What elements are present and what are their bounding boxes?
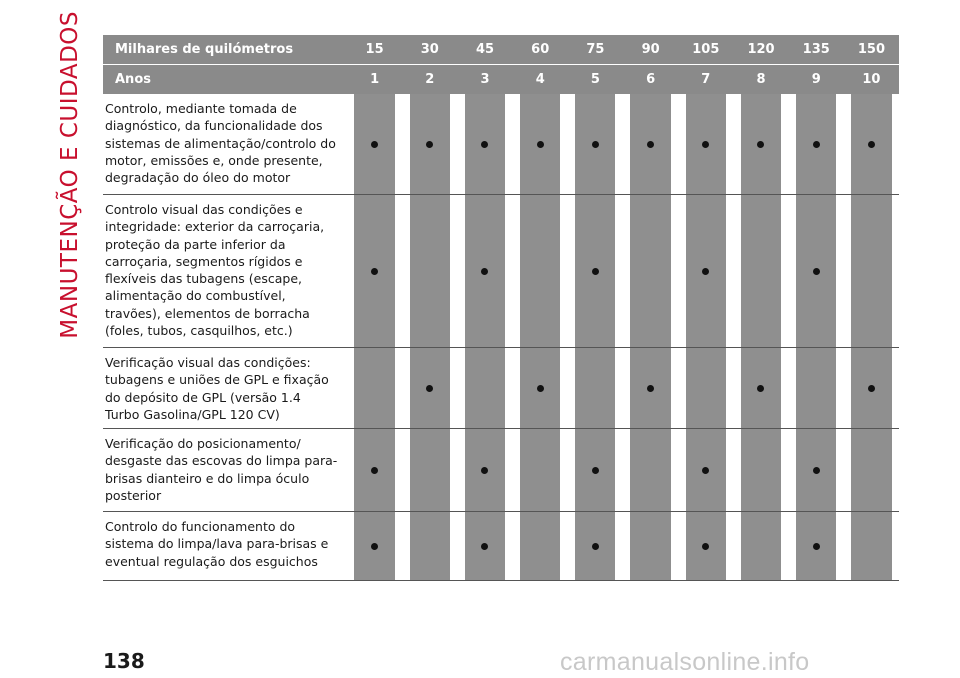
interval-cell bbox=[347, 195, 402, 347]
interval-cell bbox=[733, 512, 788, 580]
interval-cell bbox=[844, 94, 899, 194]
interval-cell bbox=[347, 429, 402, 511]
scheduled-dot-icon bbox=[426, 385, 433, 392]
scheduled-dot-icon bbox=[702, 543, 709, 550]
header-cell: 4 bbox=[535, 72, 545, 87]
interval-cell bbox=[623, 512, 678, 580]
interval-cell bbox=[844, 429, 899, 511]
header-cell: 45 bbox=[475, 42, 495, 57]
interval-cell bbox=[347, 512, 402, 580]
interval-cell bbox=[568, 429, 623, 511]
scheduled-dot-icon bbox=[647, 141, 654, 148]
header-cell: 120 bbox=[747, 42, 775, 57]
scheduled-dot-icon bbox=[702, 141, 709, 148]
interval-cell bbox=[623, 348, 678, 428]
interval-cell bbox=[457, 348, 512, 428]
interval-cell bbox=[678, 195, 733, 347]
scheduled-dot-icon bbox=[813, 543, 820, 550]
header-row-kilometers bbox=[103, 35, 899, 64]
interval-cell bbox=[568, 348, 623, 428]
interval-cell bbox=[789, 348, 844, 428]
section-title bbox=[53, 11, 87, 339]
interval-cell bbox=[402, 512, 457, 580]
header-cell: 9 bbox=[811, 72, 821, 87]
interval-cell bbox=[457, 94, 512, 194]
scheduled-dot-icon bbox=[592, 467, 599, 474]
header-cell: 60 bbox=[531, 42, 550, 57]
interval-cell bbox=[733, 94, 788, 194]
scheduled-dot-icon bbox=[371, 543, 378, 550]
header-cell: 1 bbox=[370, 72, 380, 87]
scheduled-dot-icon bbox=[868, 141, 875, 148]
interval-cell bbox=[513, 94, 568, 194]
header-cell: 30 bbox=[420, 42, 439, 57]
header-cell: 105 bbox=[692, 42, 720, 57]
scheduled-dot-icon bbox=[757, 385, 764, 392]
interval-cell bbox=[733, 195, 788, 347]
interval-cell bbox=[789, 512, 844, 580]
scheduled-dot-icon bbox=[702, 467, 709, 474]
scheduled-dot-icon bbox=[481, 268, 488, 275]
interval-cell bbox=[457, 195, 512, 347]
section-title-text: MANUTENÇÃO E CUIDADOS bbox=[57, 11, 83, 339]
interval-cell bbox=[789, 429, 844, 511]
header-cell: 135 bbox=[802, 42, 830, 57]
interval-cell bbox=[733, 348, 788, 428]
interval-cell bbox=[457, 512, 512, 580]
interval-cell bbox=[402, 195, 457, 347]
interval-cell bbox=[568, 94, 623, 194]
scheduled-dot-icon bbox=[592, 141, 599, 148]
header-cell: 6 bbox=[646, 72, 656, 87]
interval-cell bbox=[623, 195, 678, 347]
scheduled-dot-icon bbox=[371, 141, 378, 148]
scheduled-dot-icon bbox=[592, 543, 599, 550]
interval-cell bbox=[844, 512, 899, 580]
scheduled-dot-icon bbox=[371, 467, 378, 474]
table-row bbox=[103, 195, 899, 348]
interval-cell bbox=[457, 429, 512, 511]
interval-cell bbox=[513, 512, 568, 580]
interval-cell bbox=[733, 429, 788, 511]
operation-description: Controlo, mediante tomada de diagnóstico, da funcionalidade dos sistemas de alimentação/controlo do motor, emissões e, onde presente, degradação do óleo do motor bbox=[105, 101, 336, 186]
interval-cell bbox=[402, 429, 457, 511]
interval-cell bbox=[568, 195, 623, 347]
table-row bbox=[103, 348, 899, 429]
header-cell: 2 bbox=[425, 72, 435, 87]
interval-cell bbox=[347, 348, 402, 428]
scheduled-dot-icon bbox=[426, 141, 433, 148]
scheduled-dot-icon bbox=[537, 385, 544, 392]
scheduled-dot-icon bbox=[813, 141, 820, 148]
interval-cell bbox=[347, 94, 402, 194]
scheduled-dot-icon bbox=[371, 268, 378, 275]
interval-cell bbox=[513, 429, 568, 511]
interval-cell bbox=[678, 429, 733, 511]
scheduled-dot-icon bbox=[592, 268, 599, 275]
interval-cell bbox=[678, 512, 733, 580]
header-cell: 15 bbox=[365, 42, 384, 57]
interval-cell bbox=[568, 512, 623, 580]
watermark: carmanualsonline.info bbox=[560, 648, 810, 676]
table-row bbox=[103, 94, 899, 195]
header-cell: 90 bbox=[641, 42, 660, 57]
header-cell: 7 bbox=[701, 72, 711, 87]
header-cell: 75 bbox=[586, 42, 605, 57]
operation-description: Controlo do funcionamento do sistema do limpa/lava para-brisas e eventual regulação dos esguichos bbox=[105, 519, 329, 569]
interval-cell bbox=[402, 94, 457, 194]
header-label: Milhares de quilómetros bbox=[115, 42, 294, 57]
scheduled-dot-icon bbox=[537, 141, 544, 148]
header-cell: 3 bbox=[480, 72, 490, 87]
scheduled-dot-icon bbox=[813, 467, 820, 474]
operation-description: Controlo visual das condições e integridade: exterior da carroçaria, proteção da parte inferior da carroçaria, segmentos rígidos e flexíveis das tubagens (escape, alimentação do combustível, travões), elementos de borracha (foles, tubos, casquilhos, etc.) bbox=[105, 202, 325, 339]
operation-description: Verificação do posicionamento/ desgaste das escovas do limpa para-brisas dianteiro e do limpa óculo posterior bbox=[105, 436, 338, 503]
scheduled-dot-icon bbox=[647, 385, 654, 392]
header-row-years bbox=[103, 64, 899, 94]
scheduled-dot-icon bbox=[481, 467, 488, 474]
operation-description: Verificação visual das condições: tubagens e uniões de GPL e fixação do depósito de GPL (versão 1.4 Turbo Gasolina/GPL 120 CV) bbox=[105, 355, 329, 422]
scheduled-dot-icon bbox=[481, 141, 488, 148]
interval-cell bbox=[623, 94, 678, 194]
header-cell: 8 bbox=[756, 72, 766, 87]
scheduled-dot-icon bbox=[813, 268, 820, 275]
interval-cell bbox=[678, 348, 733, 428]
table-row bbox=[103, 512, 899, 581]
interval-cell bbox=[513, 348, 568, 428]
interval-cell bbox=[789, 195, 844, 347]
header-cell: 10 bbox=[862, 72, 881, 87]
table-row bbox=[103, 429, 899, 512]
scheduled-dot-icon bbox=[868, 385, 875, 392]
interval-cell bbox=[623, 429, 678, 511]
interval-cell bbox=[844, 195, 899, 347]
scheduled-dot-icon bbox=[702, 268, 709, 275]
interval-cell bbox=[789, 94, 844, 194]
maintenance-schedule-table bbox=[103, 35, 899, 581]
header-cell: 150 bbox=[857, 42, 885, 57]
scheduled-dot-icon bbox=[481, 543, 488, 550]
header-label: Anos bbox=[115, 72, 151, 87]
scheduled-dot-icon bbox=[757, 141, 764, 148]
page-number: 138 bbox=[103, 649, 145, 673]
header-cell: 5 bbox=[590, 72, 600, 87]
interval-cell bbox=[402, 348, 457, 428]
interval-cell bbox=[678, 94, 733, 194]
interval-cell bbox=[844, 348, 899, 428]
interval-cell bbox=[513, 195, 568, 347]
